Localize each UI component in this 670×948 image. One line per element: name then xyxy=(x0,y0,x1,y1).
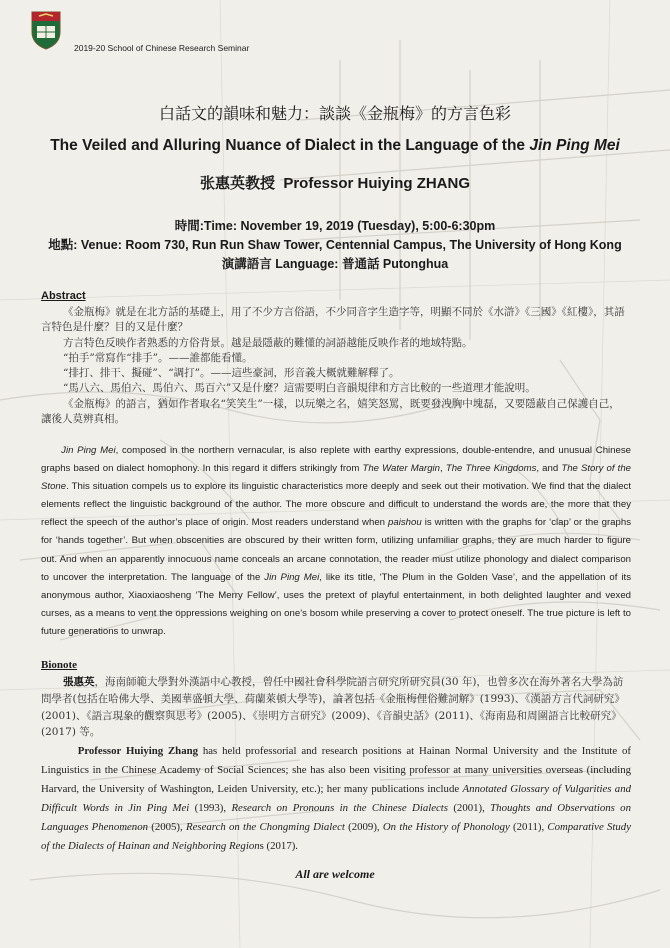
title-english-prefix: The Veiled and Alluring Nuance of Dialect in the Language of the xyxy=(50,137,530,154)
bionote-en-run: (1993), xyxy=(189,802,232,814)
speaker-chinese: 张惠英教授 xyxy=(199,175,275,192)
abstract-en-run: Jin Ping Mei xyxy=(264,571,320,583)
abstract-en-run: , xyxy=(440,463,446,475)
abstract-zh-paragraph: 《金瓶梅》的語言，猶如作者取名“笑笑生”一樣，以玩樂之名，嬉笑怒罵，既要發洩胸中塊磊，又要隱蔽自己保護自己，讓後人莫辨真相。 xyxy=(41,397,620,426)
title-english-italic: Jin Ping Mei xyxy=(529,137,620,154)
abstract-zh-paragraph: “排打、排干、擬碰”、“調打”。——這些豪詞，形音義大概就難解釋了。 xyxy=(63,367,400,380)
bionote-zh-text: ，海南師範大學對外漢語中心教授，曾任中國社會科學院語言研究所研究員(30 年)，也曾多次在海外著名大學為訪問學者(包括在哈佛大學、美國華盛頓大學、荷蘭萊頓大學等)，論著包括《金瓶梅俚俗難詞解》(1993)、《漢語方言代詞研究》(2001)、《語言現象的觀察與思考》(2005)、《崇明方言研究》(2009)、《音韻史話》(2011)、《海南島和周圍語言比較研究》(2017) 等。 xyxy=(41,676,625,739)
bionote-en-run: On the History of Phonology xyxy=(382,821,510,833)
abstract-chinese xyxy=(41,305,630,427)
bionote-en-run: Research on Pronouns in the Chinese Dialects xyxy=(231,802,448,814)
bionote-en-run: Research on the Chongming Dialect xyxy=(185,821,345,833)
abstract-zh-paragraph: 《金瓶梅》就是在北方話的基礎上，用了不少方言俗語，不少同音字生造字等，明顯不同於《水滸》《三國》《紅樓》，其語言特色是什麼？目的又是什麼？ xyxy=(41,306,625,334)
bionote-chinese xyxy=(41,674,630,741)
abstract-zh-paragraph: 方言特色反映作者熟悉的方俗背景。越是最隱蔽的難懂的詞語越能反映作者的地域特點。 xyxy=(63,336,473,349)
abstract-heading: Abstract xyxy=(41,290,86,302)
abstract-en-run: , composed in the northern vernacular, is also replete with earthy expressions, double-entendre, and unusual Chinese graphs based on dialect homophony. In this regard it differs strikingly from xyxy=(41,445,631,475)
bionote-en-run: Comparative Study of the Dialects of Hainan and Neighboring Region xyxy=(41,821,631,852)
abstract-en-run: , like its title, ‘The Plum in the Golden Vase’, and the appellation of its anonymous author, Xiaoxiaosheng ‘The Merry Fellow’, uses the pretext of playful entertainment, in both delighted laughter and vexed curses, as a means to vent the oppressions weighing on one’s bosom while preserving a cover to protect oneself. The true picture is left to future generations to unwrap. xyxy=(41,571,631,637)
abstract-zh-paragraph: “拍手”常寫作“排手”。——誰都能看懂。 xyxy=(63,351,253,364)
language-line: 演講語言 Language: 普通話 Putonghua xyxy=(221,257,449,271)
bionote-en-run: Thoughts and Observations on Languages Phenomenon xyxy=(41,802,631,833)
seminar-series-label: 2019-20 School of Chinese Research Seminar xyxy=(74,43,250,53)
time-line: 時間:Time: November 19, 2019 (Tuesday), 5:00-6:30pm xyxy=(174,219,496,233)
abstract-en-run: . This situation compels us to explore its linguistic characteristics more deeply and seek out their motivation. We find that the dialect elements reflect the linguistic background of the author. The more obscure and difficult to understand the words are, the more that they reflect the speech of the author’s place of origin. Most readers understand when xyxy=(41,481,631,529)
bionote-zh-name: 張惠英 xyxy=(63,676,95,688)
abstract-english xyxy=(41,442,631,641)
welcome-line: All are welcome xyxy=(295,867,375,881)
abstract-en-run: The Water Margin xyxy=(362,463,441,475)
bionote-en-run: s (2017). xyxy=(259,840,299,852)
bionote-en-name: Professor Huiying Zhang xyxy=(77,745,198,757)
abstract-en-run: is written with the graphs for ‘clap’ or the graphs for ‘hands together’. But when obscenities are obscured by their written form, utilizing unfamiliar graphs, they are much harder to figure out. And when an apparently innocuous name conceals an arcane connotation, the reader must utilize phonology and dialect comparison to uncover the interpretation. The language of the xyxy=(41,517,631,583)
title-english xyxy=(0,137,670,155)
abstract-en-run: paishou xyxy=(388,517,422,529)
university-crest-icon xyxy=(30,10,62,50)
title-chinese: 白話文的韻味和魅力：談談《金瓶梅》的方言色彩 xyxy=(158,104,511,123)
bionote-en-run: (2001), xyxy=(448,802,491,814)
bionote-en-run: has held professorial and research positions at Hainan Normal University and the Institute of Linguistics in the Chinese Academy of Social Sciences; she has also been visiting professor at many universities overseas (including Harvard, the University of Washington, Leiden University, etc.); her many publications include xyxy=(41,745,631,795)
speaker-english: Professor Huiying ZHANG xyxy=(283,175,471,192)
abstract-en-run: Jin Ping Mei xyxy=(61,445,116,456)
abstract-en-run: The Story of the Stone xyxy=(41,463,631,493)
bionote-en-run: Annotated Glossary of Vulgarities and Difficult Words in Jin Ping Mei xyxy=(41,783,631,814)
bionote-heading: Bionote xyxy=(41,659,78,671)
venue-line: 地點: Venue: Room 730, Run Run Shaw Tower, Centennial Campus, The University of Hong Kong xyxy=(48,238,622,252)
abstract-en-run: The Three Kingdoms xyxy=(445,463,537,475)
bionote-english xyxy=(41,742,631,856)
bionote-en-run: (2009), xyxy=(344,821,383,833)
bionote-en-run: (2005), xyxy=(148,821,186,833)
abstract-zh-paragraph: “馬八六、馬伯六、馬伯六、馬百六”又是什麼？這需要明白音韻規律和方言比較的一些道理才能說明。 xyxy=(63,382,536,395)
bionote-en-run: (2011), xyxy=(509,821,548,833)
abstract-en-run: , and xyxy=(536,463,562,475)
speaker-line xyxy=(0,172,670,193)
